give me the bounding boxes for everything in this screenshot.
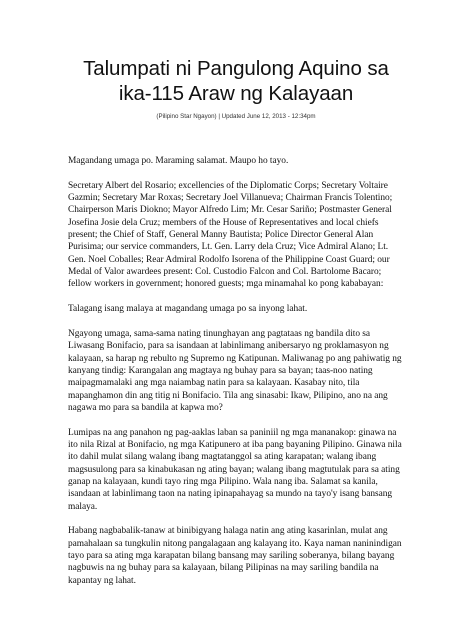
paragraph: Secretary Albert del Rosario; excellencies of the Diplomatic Corps; Secretary Voltaire Gazmin; Secretary Mar Roxas; Secretary Joel Villanueva; Chairman Francis Tolentino; Chairperson Maris Diokno; Mayor Alfredo Lim; Mr. Cesar Sariño; Postmaster General Josefina Josie dela Cruz; members of the House of Representatives and local chiefs present; the Chief of Staff, General Manny Bautista; Police Director General Alan Purisima; our service commanders, Lt. Gen. Larry dela Cruz; Vice Admiral Alano; Lt. Gen. Noel Coballes; Rear Admiral Rodolfo Isorena of the Philippine Coast Guard; our Medal of Valor awardees present: Col. Custodio Falcon and Col. Bartolome Bacaro; fellow workers in government; honored guests; mga minamahal ko pong kababayan: bbox=[68, 180, 393, 290]
paragraph: Ngayong umaga, sama-sama nating tinunghayan ang pagtataas ng bandila dito sa Liwasang Bonifacio, para sa isandaan at labinlimang anibersaryo ng proklamasyon ng kalayaan, sa harap ng rebulto ng Supremo ng Katipunan. Maliwanag po ang pahiwatig ng kanyang tindig: Karangalan ang magtaya ng buhay para sa bayan; taas-noo nating maipagmamalaki ang mga naiambag natin para sa kalayaan. Kasabay nito, tila mapanghamon din ang titig ni Bonifacio. Tila ang sinasabi: Ikaw, Pilipino, ano na ang nagawa mo para sa bandila at kapwa mo? bbox=[68, 328, 402, 413]
document-byline: (Pilipino Star Ngayon) | Updated June 12, 2013 - 12:34pm bbox=[156, 113, 316, 120]
paragraph: Magandang umaga po. Maraming salamat. Maupo ho tayo. bbox=[68, 156, 289, 166]
paragraph: Habang nagbabalik-tanaw at binibigyang halaga natin ang ating kasarinlan, mulat ang pamahalaan sa tungkulin nitong pangalagaan ang kalayang ito. Kaya naman naninindigan tayo para sa ating mga karapatan bilang bansang may sariling soberanya, bilang bayang nagbuwis na ng buhay para sa kalayaan, bilang Pilipinas na may sariling bandila na kapantay ng lahat. bbox=[68, 526, 402, 586]
document-body bbox=[68, 155, 404, 587]
paragraph: Lumipas na ang panahon ng pag-aaklas laban sa paniniil ng mga mananakop: ginawa na ito nila Rizal at Bonifacio, ng mga Katipunero at iba pang bayaning Pilipino. Ginawa nila ito dahil mulat silang walang ibang magtatanggol sa ating karapatan; walang ibang magsusulong para sa kinabukasan ng ating bayan; walang ibang magtutulak para sa ating ganap na kalayaan, kundi tayo ring mga Pilipino. Wala nang iba. Salamat sa kanila, isandaan at labinlimang taon na nating ipinapahayag sa mundo na tayo'y isang bansang malaya. bbox=[68, 427, 402, 512]
document-title: Talumpati ni Pangulong Aquino sa ika-115 Araw ng Kalayaan bbox=[83, 57, 389, 105]
paragraph: Talagang isang malaya at magandang umaga po sa inyong lahat. bbox=[68, 304, 308, 315]
